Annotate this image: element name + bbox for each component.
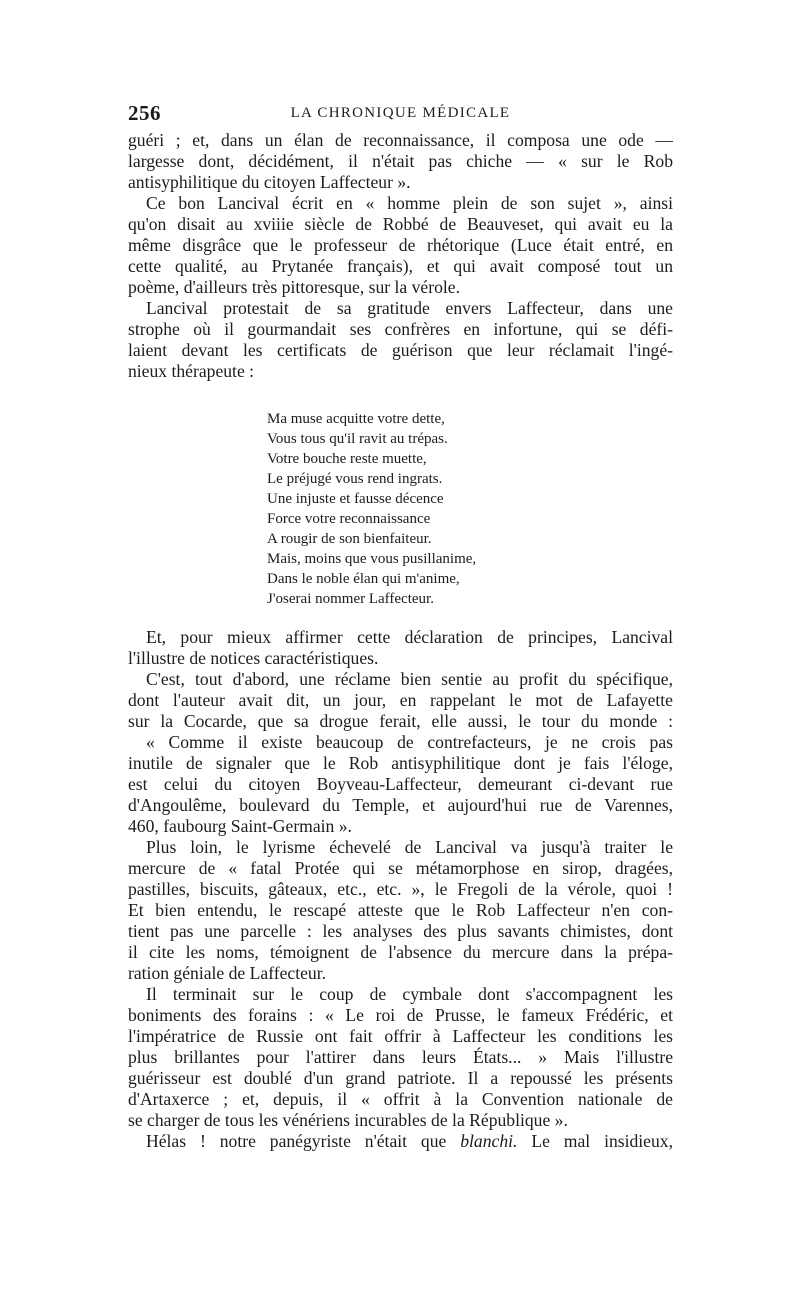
- text-line: est celui du citoyen Boyveau-Laffecteur, demeurant ci-devant rue: [128, 774, 673, 794]
- text-line: guérisseur est doublé d'un grand patriote. Il a repoussé les présents: [128, 1068, 673, 1088]
- text-run: Le mal insidieux,: [531, 1131, 673, 1151]
- text-line: C'est, tout d'abord, une réclame bien sentie au profit du spécifique,: [146, 669, 673, 689]
- verse-quotation: [267, 409, 567, 609]
- text-line: guéri ; et, dans un élan de reconnaissance, il composa une ode —: [128, 130, 673, 150]
- verse-line: J'oserai nommer Laffecteur.: [267, 591, 434, 607]
- verse-line: A rougir de son bienfaiteur.: [267, 531, 432, 547]
- verse-line: Force votre reconnaissance: [267, 511, 431, 527]
- text-line: Plus loin, le lyrisme échevelé de Lancival va jusqu'à traiter le: [146, 837, 673, 857]
- verse-line: Vous tous qu'il ravit au trépas.: [267, 431, 448, 447]
- verse-line: Dans le noble élan qui m'anime,: [267, 571, 460, 587]
- text-line: pastilles, biscuits, gâteaux, etc., etc. », le Fregoli de la vérole, quoi !: [128, 879, 673, 899]
- text-line: inutile de signaler que le Rob antisyphilitique dont je fais l'éloge,: [128, 753, 673, 773]
- body-text-top: [128, 130, 673, 382]
- text-line: Ce bon Lancival écrit en « homme plein de son sujet », ainsi: [146, 193, 673, 213]
- body-text-bottom: [128, 627, 673, 1152]
- text-line: dont l'auteur avait dit, un jour, en rappelant le mot de Lafayette: [128, 690, 673, 710]
- text-line: sur la Cocarde, que sa drogue ferait, elle aussi, le tour du monde :: [128, 711, 673, 731]
- text-line: ration géniale de Laffecteur.: [128, 963, 326, 983]
- text-line: d'Artaxerce ; et, depuis, il « offrit à la Convention nationale de: [128, 1089, 673, 1109]
- text-line: largesse dont, décidément, il n'était pas chiche — « sur le Rob: [128, 151, 673, 171]
- text-line: tient pas une parcelle : les analyses des plus savants chimistes, dont: [128, 921, 673, 941]
- text-line: boniments des forains : « Le roi de Prusse, le fameux Frédéric, et: [128, 1005, 673, 1025]
- verse-line: Une injuste et fausse décence: [267, 491, 444, 507]
- text-line: 460, faubourg Saint-Germain ».: [128, 816, 352, 836]
- text-line: cette qualité, au Prytanée français), et qui avait composé tout un: [128, 256, 673, 276]
- text-line: strophe où il gourmandait ses confrères en infortune, qui se défi-: [128, 319, 673, 339]
- verse-line: Ma muse acquitte votre dette,: [267, 411, 445, 427]
- text-line: il cite les noms, témoignent de l'absence du mercure dans la prépa-: [128, 942, 673, 962]
- text-line: antisyphilitique du citoyen Laffecteur ».: [128, 172, 411, 192]
- text-line: Et bien entendu, le rescapé atteste que le Rob Laffecteur n'en con-: [128, 900, 673, 920]
- text-line: poème, d'ailleurs très pittoresque, sur la vérole.: [128, 277, 460, 297]
- text-line: Lancival protestait de sa gratitude envers Laffecteur, dans une: [146, 298, 673, 318]
- verse-line: Le préjugé vous rend ingrats.: [267, 471, 443, 487]
- text-line: même disgrâce que le professeur de rhétorique (Luce était entré, en: [128, 235, 673, 255]
- text-line: « Comme il existe beaucoup de contrefacteurs, je ne crois pas: [146, 732, 673, 752]
- italic-word: blanchi.: [460, 1131, 518, 1151]
- text-line: laient devant les certificats de guérison que leur réclamait l'ingé-: [128, 340, 673, 360]
- text-line-mixed: [128, 1131, 673, 1152]
- verse-line: Mais, moins que vous pusillanime,: [267, 551, 477, 567]
- verse-line: Votre bouche reste muette,: [267, 451, 427, 467]
- running-title: LA CHRONIQUE MÉDICALE: [290, 105, 511, 121]
- text-line: Et, pour mieux affirmer cette déclaration de principes, Lancival: [146, 627, 673, 647]
- page-number: 256: [128, 101, 161, 125]
- text-line: mercure de « fatal Protée qui se métamorphose en sirop, dragées,: [128, 858, 673, 878]
- text-line: Il terminait sur le coup de cymbale dont s'accompagnent les: [146, 984, 673, 1004]
- text-line: plus brillantes pour l'attirer dans leurs États... » Mais l'illustre: [128, 1047, 673, 1067]
- text-line: se charger de tous les vénériens incurables de la République ».: [128, 1110, 568, 1130]
- text-line: nieux thérapeute :: [128, 361, 255, 381]
- text-line: l'impératrice de Russie ont fait offrir à Laffecteur les conditions les: [128, 1026, 673, 1046]
- text-line: d'Angoulême, boulevard du Temple, et aujourd'hui rue de Varennes,: [128, 795, 673, 815]
- text-run: Hélas ! notre panégyriste n'était que: [146, 1131, 447, 1151]
- text-line: l'illustre de notices caractéristiques.: [128, 648, 379, 668]
- page-header: [128, 101, 673, 129]
- text-line: qu'on disait au xviiie siècle de Robbé de Beauveset, qui avait eu la: [128, 214, 673, 234]
